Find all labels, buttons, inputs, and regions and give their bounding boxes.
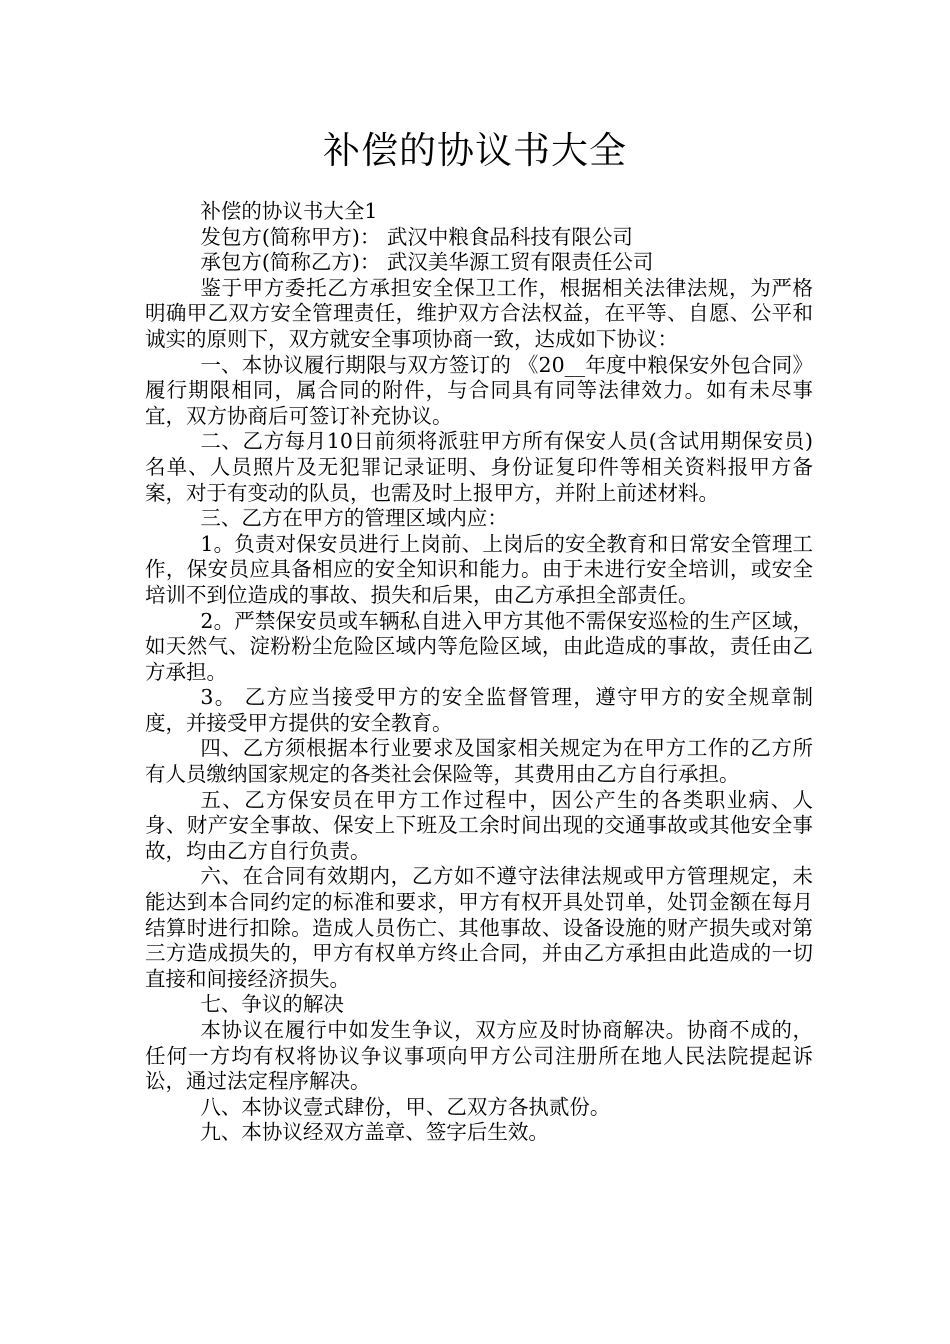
paragraph-clause-8: 八、本协议壹式肆份，甲、乙双方各执贰份。 <box>200 1094 611 1119</box>
paragraph-heading: 补偿的协议书大全1 <box>200 199 378 223</box>
paragraph-clause-9: 九、本协议经双方盖章、签字后生效。 <box>200 1120 549 1145</box>
paragraph-clause-3: 三、乙方在甲方的管理区域内应： <box>200 506 508 531</box>
paragraph-clause-4: 四、乙方须根据本行业要求及国家相关规定为在甲方工作的乙方所有人员缴纳国家规定的各类社会保险等，其费用由乙方自行承担。 <box>145 736 813 787</box>
paragraph-clause-7: 七、争议的解决 <box>200 992 344 1017</box>
paragraph-party-b: 承包方(简称乙方)： 武汉美华源工贸有限责任公司 <box>200 250 654 275</box>
paragraph-clause-3-item-3: 3。 乙方应当接受甲方的安全监督管理，遵守甲方的安全规章制度，并接受甲方提供的安全教育。 <box>145 685 813 735</box>
paragraph-clause-3-item-2: 2。严禁保安员或车辆私自进入甲方其他不需保安巡检的生产区域，如天然气、淀粉粉尘危险区域内等危险区域，由此造成的事故，责任由乙方承担。 <box>145 608 813 684</box>
paragraph-party-a: 发包方(简称甲方)： 武汉中粮食品科技有限公司 <box>200 224 633 249</box>
paragraph-clause-5: 五、乙方保安员在甲方工作过程中，因公产生的各类职业病、人身、财产安全事故、保安上下班及工余时间出现的交通事故或其他安全事故，均由乙方自行负责。 <box>145 787 813 863</box>
paragraph-clause-3-item-1: 1。负责对保安员进行上岗前、上岗后的安全教育和日常安全管理工作，保安员应具备相应的安全知识和能力。由于未进行安全培训，或安全培训不到位造成的事故、损失和后果，由乙方承担全部责任。 <box>145 531 813 607</box>
document-title: 补偿的协议书大全 <box>323 129 627 172</box>
paragraph-clause-7-body: 本协议在履行中如发生争议，双方应及时协商解决。协商不成的，任何一方均有权将协议争议事项向甲方公司注册所在地人民法院提起诉讼，通过法定程序解决。 <box>145 1018 813 1094</box>
paragraph-preamble: 鉴于甲方委托乙方承担安全保卫工作，根据相关法律法规，为严格明确甲乙双方安全管理责任，维护双方合法权益，在平等、自愿、公平和诚实的原则下，双方就安全事项协商一致，达成如下协议： <box>145 275 813 351</box>
paragraph-clause-1: 一、本协议履行期限与双方签订的 《20__年度中粮保安外包合同》履行期限相同，属合同的附件，与合同具有同等法律效力。如有未尽事宜，双方协商后可签订补充协议。 <box>145 352 813 428</box>
paragraph-clause-6: 六、在合同有效期内，乙方如不遵守法律法规或甲方管理规定，未能达到本合同约定的标准和要求，甲方有权开具处罚单，处罚金额在每月结算时进行扣除。造成人员伤亡、其他事故、设备设施的财产损失或对第三方造成损失的，甲方有权单方终止合同，并由乙方承担由此造成的一切直接和间接经济损失。 <box>145 864 813 991</box>
paragraph-clause-2: 二、乙方每月10日前须将派驻甲方所有保安人员(含试用期保安员)名单、人员照片及无犯罪记录证明、身份证复印件等相关资料报甲方备案，对于有变动的队员，也需及时上报甲方，并附上前述材料。 <box>145 429 813 505</box>
document-body <box>145 199 813 1146</box>
